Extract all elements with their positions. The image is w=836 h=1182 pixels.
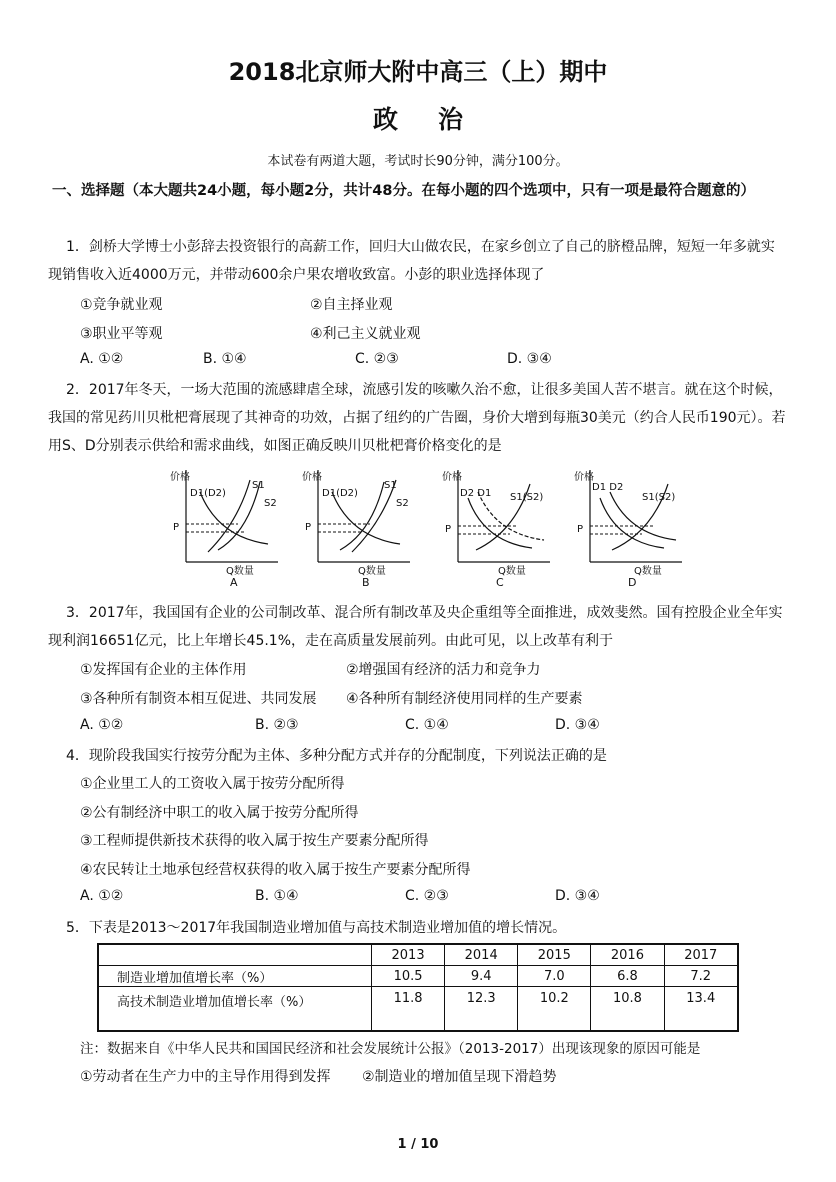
- q1-answer-a: A. ①②: [80, 351, 124, 367]
- graph-b-s1: S1: [384, 480, 397, 491]
- table-cell: 11.8: [372, 987, 445, 1031]
- table-year: 2016: [591, 944, 664, 966]
- q4-option-1: ①企业里工人的工资收入属于按劳分配所得: [80, 776, 345, 792]
- graph-d-p: P: [577, 524, 584, 535]
- graph-a-xlabel: Q数量: [226, 566, 254, 577]
- question-1-stem: 1．剑桥大学博士小彭辞去投资银行的高薪工作，回归大山做农民，在家乡创立了自己的脐橙品牌，短短一年多就实现销售收入近4000万元，并带动600余户果农增收致富。小彭的职业选择体现了: [48, 239, 775, 283]
- table-year: 2013: [372, 944, 445, 966]
- q4-option-2: ②公有制经济中职工的收入属于按劳分配所得: [80, 805, 359, 821]
- q5-option-2: ②制造业的增加值呈现下滑趋势: [362, 1069, 557, 1085]
- q1-option-2: ②自主择业观: [310, 297, 393, 313]
- table-cell: 12.3: [445, 987, 518, 1031]
- graph-b-p: P: [305, 522, 312, 533]
- graph-b-letter: B: [362, 576, 370, 589]
- table-cell: 10.5: [372, 966, 445, 987]
- row-label: 高技术制造业增加值增长率（%）: [98, 987, 372, 1031]
- graph-b-d: D1(D2): [322, 488, 358, 499]
- graph-c-ylabel: 价格: [442, 472, 462, 483]
- table-cell: 6.8: [591, 966, 664, 987]
- graph-b-s2: S2: [396, 498, 409, 509]
- section-heading: 一、选择题（本大题共24小题，每小题2分，共计48分。在每小题的四个选项中，只有一项是最符合题意的）: [52, 183, 755, 199]
- graph-c-s1: S1(S2): [510, 492, 544, 503]
- growth-table: [97, 943, 739, 1032]
- table-cell: 7.2: [664, 966, 738, 987]
- q5-option-1: ①劳动者在生产力中的主导作用得到发挥: [80, 1069, 331, 1085]
- graph-d: [572, 462, 687, 592]
- q4-answer-d: D. ③④: [555, 888, 600, 904]
- graph-c-letter: C: [496, 576, 504, 589]
- graph-b-ylabel: 价格: [302, 472, 322, 483]
- table-cell: 7.0: [518, 966, 591, 987]
- q1-option-3: ③职业平等观: [80, 326, 163, 342]
- table-note: 注：数据来自《中华人民共和国国民经济和社会发展统计公报》（2013-2017）出现该现象的原因可能是: [80, 1041, 701, 1057]
- graph-c-d: D2 D1: [460, 488, 492, 499]
- exam-info: 本试卷有两道大题，考试时长90分钟，满分100分。: [267, 154, 569, 169]
- page-number: 1 / 10: [397, 1137, 439, 1152]
- graph-a-ylabel: 价格: [170, 472, 190, 483]
- table-header-row: [98, 944, 738, 966]
- graph-b-xlabel: Q数量: [358, 566, 386, 577]
- question-3-stem: 3．2017年，我国国有企业的公司制改革、混合所有制改革及央企重组等全面推进，成效斐然。国有控股企业全年实现利润16651亿元，比上年增长45.1%，走在高质量发展前列。由此可见，以上改革有利于: [48, 605, 783, 649]
- q3-option-3: ③各种所有制资本相互促进、共同发展: [80, 691, 317, 707]
- graph-a-s1: S1: [252, 480, 265, 491]
- graph-c-p: P: [445, 524, 452, 535]
- graph-b: [300, 462, 415, 592]
- q1-option-1: ①竞争就业观: [80, 297, 163, 313]
- graph-a: [168, 462, 283, 592]
- table-year: 2014: [445, 944, 518, 966]
- q3-answer-c: C. ①④: [405, 717, 449, 733]
- graph-c-xlabel: Q数量: [498, 566, 526, 577]
- q3-answer-d: D. ③④: [555, 717, 600, 733]
- q3-answer-a: A. ①②: [80, 717, 124, 733]
- graph-d-d: D1 D2: [592, 482, 624, 493]
- graph-d-ylabel: 价格: [574, 472, 594, 483]
- graph-a-s2: S2: [264, 498, 277, 509]
- q1-answer-d: D. ③④: [507, 351, 552, 367]
- question-4-stem: 4．现阶段我国实行按劳分配为主体、多种分配方式并存的分配制度，下列说法正确的是: [66, 748, 607, 764]
- graph-d-s1: S1(S2): [642, 492, 676, 503]
- graph-d-letter: D: [628, 576, 637, 589]
- subject-heading: 政治: [372, 105, 503, 134]
- q3-option-1: ①发挥国有企业的主体作用: [80, 662, 247, 678]
- page-title: 2018北京师大附中高三（上）期中: [228, 58, 608, 86]
- table-cell: 10.2: [518, 987, 591, 1031]
- graph-a-p: P: [173, 522, 180, 533]
- graph-a-letter: A: [230, 576, 238, 589]
- supply-demand-graphs: [168, 462, 688, 592]
- table-row: [98, 966, 738, 987]
- graph-c: [440, 462, 555, 592]
- table-year: 2017: [664, 944, 738, 966]
- table-cell: 13.4: [664, 987, 738, 1031]
- q3-option-2: ②增强国有经济的活力和竞争力: [346, 662, 541, 678]
- table-header-blank: [98, 944, 372, 966]
- table-cell: 10.8: [591, 987, 664, 1031]
- table-year: 2015: [518, 944, 591, 966]
- question-5-stem: 5．下表是2013～2017年我国制造业增加值与高技术制造业增加值的增长情况。: [66, 920, 567, 936]
- graph-a-d: D1(D2): [190, 488, 226, 499]
- q1-answer-c: C. ②③: [355, 351, 399, 367]
- q4-answer-a: A. ①②: [80, 888, 124, 904]
- q1-option-4: ④利己主义就业观: [310, 326, 421, 342]
- q4-option-4: ④农民转让土地承包经营权获得的收入属于按生产要素分配所得: [80, 862, 471, 878]
- q4-answer-b: B. ①④: [255, 888, 299, 904]
- table-cell: 9.4: [445, 966, 518, 987]
- graph-d-xlabel: Q数量: [634, 566, 662, 577]
- q3-option-4: ④各种所有制经济使用同样的生产要素: [346, 691, 583, 707]
- q1-answer-b: B. ①④: [203, 351, 247, 367]
- q3-answer-b: B. ②③: [255, 717, 299, 733]
- table-row: [98, 987, 738, 1031]
- question-2-stem: 2．2017年冬天，一场大范围的流感肆虐全球，流感引发的咳嗽久治不愈，让很多美国人苦不堪言。就在这个时候，我国的常见药川贝枇杷膏展现了其神奇的功效，占据了纽约的广告圈，身价大增到每瓶30美元（约合人民币190元）。若用S、D分别表示供给和需求曲线，如图正确反映川贝枇杷膏价格变化的是: [48, 382, 786, 454]
- q4-option-3: ③工程师提供新技术获得的收入属于按生产要素分配所得: [80, 833, 429, 849]
- row-label: 制造业增加值增长率（%）: [98, 966, 372, 987]
- q4-answer-c: C. ②③: [405, 888, 449, 904]
